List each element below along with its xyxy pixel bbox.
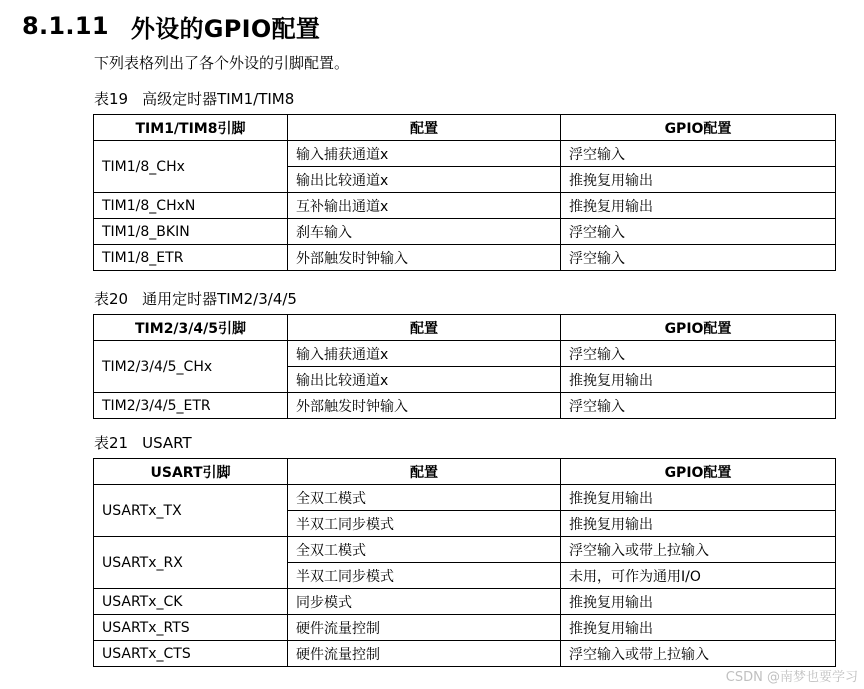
config-cell: 输出比较通道x	[288, 167, 561, 193]
table-caption	[94, 432, 192, 453]
column-header: 配置	[288, 315, 561, 341]
section-number: 8.1.11	[22, 12, 109, 40]
gpio-config-cell: 浮空输入	[561, 141, 836, 167]
watermark: CSDN @南梦也要学习	[725, 670, 858, 685]
pin-cell: TIM1/8_CHxN	[94, 193, 288, 219]
gpio-config-cell: 推挽复用输出	[561, 167, 836, 193]
pin-cell: TIM2/3/4/5_ETR	[94, 393, 288, 419]
caption-number: 表20	[94, 290, 129, 308]
gpio-config-cell: 推挽复用输出	[561, 193, 836, 219]
table-caption	[94, 288, 297, 309]
header-row	[94, 315, 836, 341]
column-header: USART引脚	[94, 459, 288, 485]
config-cell: 同步模式	[288, 589, 561, 615]
gpio-config-cell: 浮空输入	[561, 245, 836, 271]
gpio-config-cell: 推挽复用输出	[561, 511, 836, 537]
caption-number: 表19	[94, 90, 129, 108]
config-cell: 输出比较通道x	[288, 367, 561, 393]
caption-title: 通用定时器TIM2/3/4/5	[142, 290, 297, 308]
column-header: 配置	[288, 459, 561, 485]
table-caption	[94, 88, 294, 109]
pin-cell: TIM1/8_BKIN	[94, 219, 288, 245]
config-cell: 互补输出通道x	[288, 193, 561, 219]
config-cell: 半双工同步模式	[288, 511, 561, 537]
gpio-config-cell: 未用，可作为通用I/O	[561, 563, 836, 589]
pin-cell: TIM1/8_ETR	[94, 245, 288, 271]
table-row	[94, 193, 836, 219]
header-row	[94, 459, 836, 485]
config-cell: 全双工模式	[288, 537, 561, 563]
pin-config-table-tim1-tim8	[93, 114, 836, 271]
table-row	[94, 615, 836, 641]
pin-cell: TIM1/8_CHx	[94, 141, 288, 193]
config-cell: 硬件流量控制	[288, 615, 561, 641]
table-row	[94, 485, 836, 511]
config-cell: 外部触发时钟输入	[288, 393, 561, 419]
config-cell: 输入捕获通道x	[288, 341, 561, 367]
column-header: GPIO配置	[561, 459, 836, 485]
column-header: GPIO配置	[561, 315, 836, 341]
section-heading	[22, 8, 320, 44]
table-row	[94, 589, 836, 615]
table-row	[94, 219, 836, 245]
config-cell: 全双工模式	[288, 485, 561, 511]
table-row	[94, 141, 836, 167]
caption-title: 高级定时器TIM1/TIM8	[142, 90, 295, 108]
pin-cell: USARTx_RTS	[94, 615, 288, 641]
table-row	[94, 393, 836, 419]
gpio-config-cell: 推挽复用输出	[561, 485, 836, 511]
caption-title: USART	[142, 434, 192, 452]
section-title: 外设的GPIO配置	[130, 14, 321, 43]
gpio-config-cell: 推挽复用输出	[561, 615, 836, 641]
header-row	[94, 115, 836, 141]
gpio-config-cell: 推挽复用输出	[561, 367, 836, 393]
pin-cell: USARTx_CTS	[94, 641, 288, 667]
gpio-config-cell: 浮空输入或带上拉输入	[561, 641, 836, 667]
caption-number: 表21	[94, 434, 129, 452]
table-row	[94, 537, 836, 563]
table-row	[94, 245, 836, 271]
gpio-config-cell: 浮空输入	[561, 341, 836, 367]
gpio-config-cell: 推挽复用输出	[561, 589, 836, 615]
config-cell: 刹车输入	[288, 219, 561, 245]
pin-cell: USARTx_RX	[94, 537, 288, 589]
column-header: TIM2/3/4/5引脚	[94, 315, 288, 341]
pin-cell: USARTx_TX	[94, 485, 288, 537]
column-header: 配置	[288, 115, 561, 141]
gpio-config-cell: 浮空输入或带上拉输入	[561, 537, 836, 563]
gpio-config-cell: 浮空输入	[561, 393, 836, 419]
config-cell: 半双工同步模式	[288, 563, 561, 589]
config-cell: 外部触发时钟输入	[288, 245, 561, 271]
pin-config-table-usart	[93, 458, 836, 667]
config-cell: 硬件流量控制	[288, 641, 561, 667]
table-row	[94, 641, 836, 667]
pin-cell: USARTx_CK	[94, 589, 288, 615]
column-header: GPIO配置	[561, 115, 836, 141]
table-row	[94, 341, 836, 367]
pin-cell: TIM2/3/4/5_CHx	[94, 341, 288, 393]
config-cell: 输入捕获通道x	[288, 141, 561, 167]
pin-config-table-tim2-5	[93, 314, 836, 419]
intro-paragraph: 下列表格列出了各个外设的引脚配置。	[94, 54, 350, 72]
column-header: TIM1/TIM8引脚	[94, 115, 288, 141]
gpio-config-cell: 浮空输入	[561, 219, 836, 245]
